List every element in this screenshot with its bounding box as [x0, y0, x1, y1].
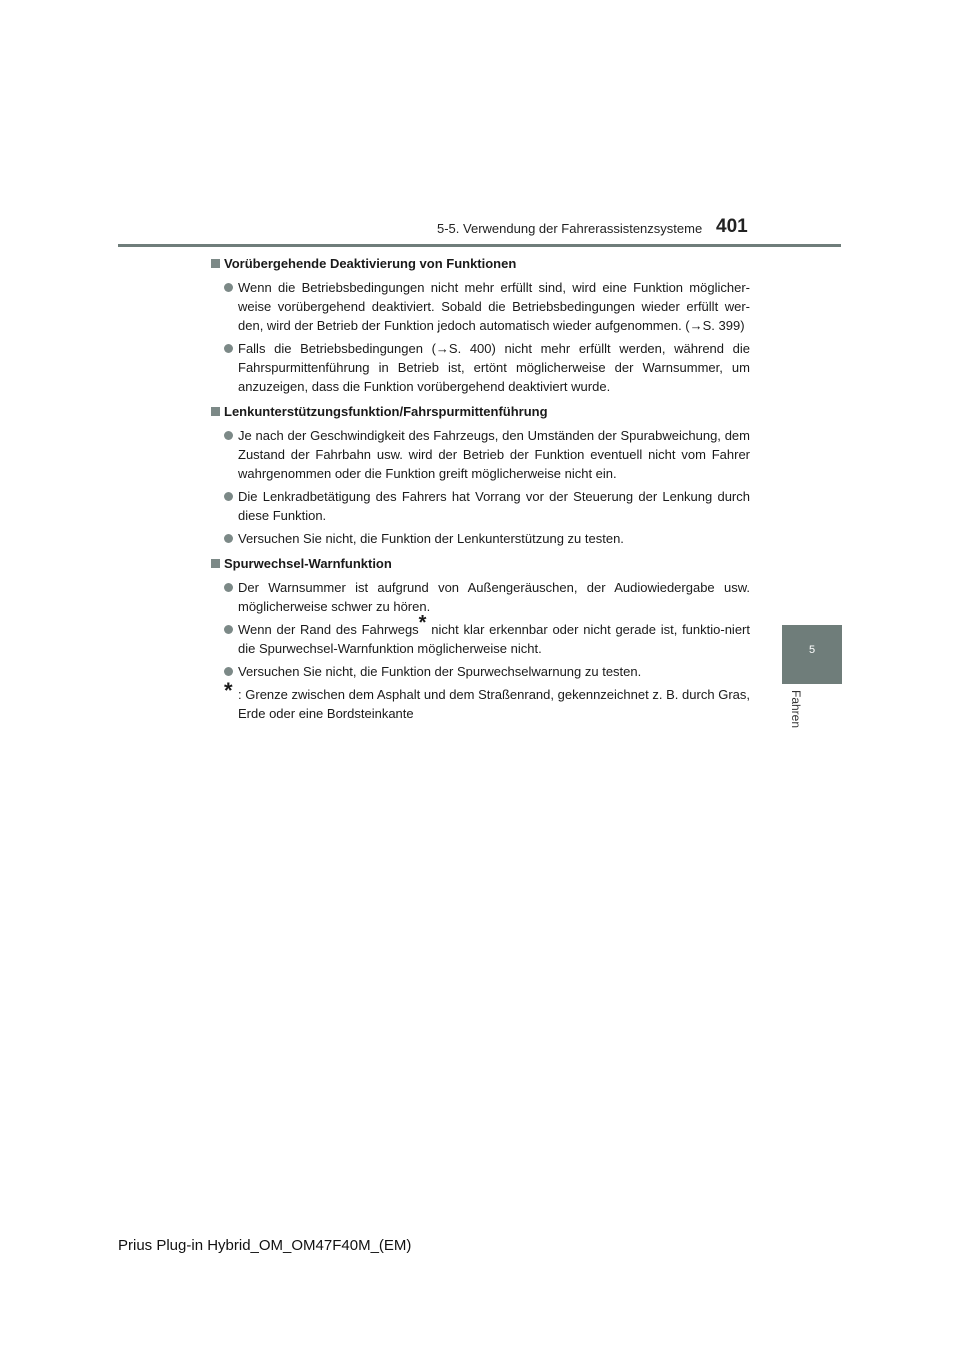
list-item-text: Versuchen Sie nicht, die Funktion der Spurwechselwarnung zu testen.: [238, 664, 642, 679]
list-item: [210, 662, 750, 681]
circle-bullet-icon: [224, 283, 233, 292]
list-item-text: Falls die Betriebsbedingungen (→S. 400) nicht mehr erfüllt werden, während die Fahrspurmittenführung in Betrieb ist, ertönt möglicherweise der Warnsummer, um anzuzeigen, dass die Funktion vorübergehend deaktiviert wurde.: [238, 341, 750, 394]
circle-bullet-icon: [224, 492, 233, 501]
circle-bullet-icon: [224, 534, 233, 543]
list-item: [210, 578, 750, 616]
list-item-text: Die Lenkradbetätigung des Fahrers hat Vorrang vor der Steuerung der Lenkung durch diese Funktion.: [238, 489, 750, 523]
list-item-text: Je nach der Geschwindigkeit des Fahrzeugs, den Umständen der Spurabweichung, dem Zustand der Fahrbahn usw. wird der Betrieb der Funktion eventuell nicht vom Fahrer wahrgenommen oder die Funktion greift möglicherweise nicht ein.: [238, 428, 750, 481]
footnote-star-mark: *: [418, 612, 427, 634]
list-item-text: Wenn die Betriebsbedingungen nicht mehr erfüllt sind, wird eine Funktion möglicher-weise vorübergehend deaktiviert. Sobald die Betriebsbedingungen wieder erfüllt wer-den, wird der Betrieb der Funktion jedoch automatisch wieder aufgenommen. (→S. 399): [238, 280, 750, 333]
page-number: 401: [716, 216, 748, 237]
footer-document-id: Prius Plug-in Hybrid_OM_OM47F40M_(EM): [118, 1237, 412, 1254]
circle-bullet-icon: [224, 344, 233, 353]
list-item: [210, 487, 750, 525]
list-item-text: Versuchen Sie nicht, die Funktion der Lenkunterstützung zu testen.: [238, 531, 624, 546]
circle-bullet-icon: [224, 625, 233, 634]
section-heading: [210, 402, 750, 421]
list-item: [210, 612, 750, 658]
footnote-text: : Grenze zwischen dem Asphalt und dem Straßenrand, gekennzeichnet z. B. durch Gras, Erde oder eine Bordsteinkante: [238, 687, 750, 721]
square-bullet-icon: [211, 407, 220, 416]
section-heading-text: Spurwechsel-Warnfunktion: [224, 556, 392, 571]
section-heading: [210, 254, 750, 273]
list-item: [210, 278, 750, 335]
list-item: [210, 529, 750, 548]
list-item-text-after: nicht klar erkennbar oder nicht gerade ist, funktio-niert die Spurwechsel-Warnfunktion möglicherweise nicht.: [238, 622, 750, 656]
chapter-tab: [782, 625, 842, 684]
footnote: [210, 678, 750, 723]
footnote-mark: *: [224, 678, 233, 703]
square-bullet-icon: [211, 559, 220, 568]
list-item-text: Der Warnsummer ist aufgrund von Außengeräuschen, der Audiowiedergabe usw. möglicherweise schwer zu hören.: [238, 580, 750, 614]
running-header: 5-5. Verwendung der Fahrerassistenzsysteme: [437, 221, 703, 236]
section-heading: [210, 554, 750, 573]
square-bullet-icon: [211, 259, 220, 268]
page-content: [210, 254, 750, 723]
list-item: [210, 339, 750, 396]
section-heading-text: Lenkunterstützungsfunktion/Fahrspurmittenführung: [224, 404, 548, 419]
circle-bullet-icon: [224, 583, 233, 592]
list-item-text-before: Wenn der Rand des Fahrwegs: [238, 622, 419, 637]
chapter-number: 5: [808, 644, 816, 656]
header-divider: [118, 244, 841, 247]
circle-bullet-icon: [224, 667, 233, 676]
list-item: [210, 426, 750, 483]
circle-bullet-icon: [224, 431, 233, 440]
section-heading-text: Vorübergehende Deaktivierung von Funktionen: [224, 256, 517, 271]
chapter-label: Fahren: [789, 690, 803, 729]
